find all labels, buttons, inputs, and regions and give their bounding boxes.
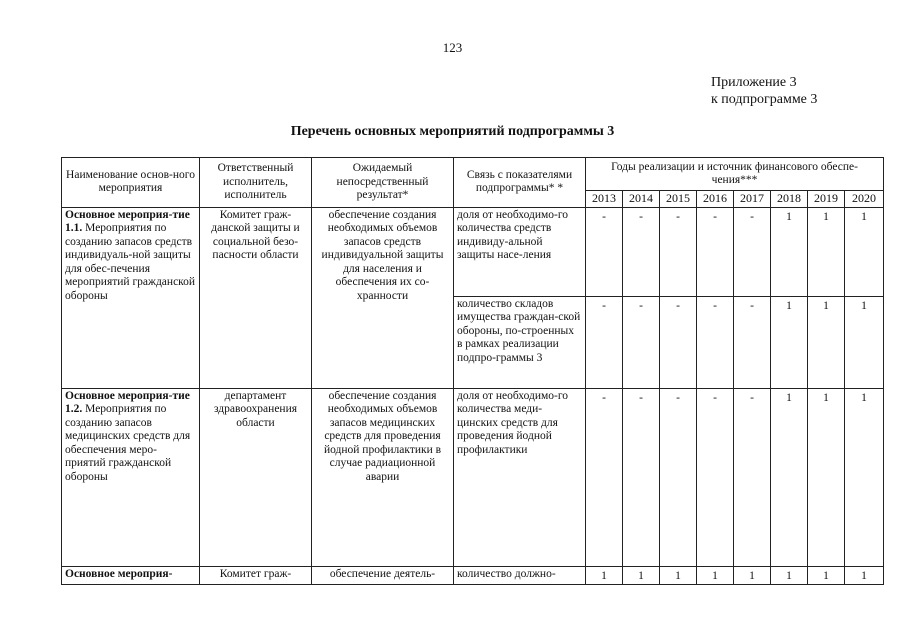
activity-description: Мероприятия по созданию запасов средств индивидуаль-ной защиты для обес-печения мероприятий гражданской обороны [65, 222, 196, 302]
appendix-line-2: к подпрограмме 3 [711, 92, 818, 107]
appendix-note [711, 74, 817, 108]
document-title: Перечень основных мероприятий подпрограммы 3 [290, 124, 615, 139]
year-value: 1 [623, 566, 660, 585]
year-value: 1 [808, 296, 845, 388]
header-result: Ожидаемый непосредственный результат* [312, 158, 454, 208]
activity-name [62, 566, 200, 585]
header-years-group: Годы реализации и источник финансового обеспе-чения*** [586, 158, 884, 191]
activity-executor: департамент здравоохранения области [200, 388, 312, 566]
year-value: 1 [771, 566, 808, 585]
header-year: 2019 [808, 191, 845, 208]
indicator-text: количество должно- [454, 566, 586, 585]
year-value: 1 [845, 207, 884, 296]
year-value: - [586, 296, 623, 388]
year-value: - [734, 388, 771, 566]
activity-code: Основное мероприя-тие 1.2. [65, 389, 190, 415]
year-value: - [586, 207, 623, 296]
year-value: 1 [660, 566, 697, 585]
indicator-text: доля от необходимо-го количества средств индивиду-альной защиты насе-ления [454, 207, 586, 296]
table-row [62, 566, 884, 585]
year-value: - [623, 296, 660, 388]
year-value: - [660, 296, 697, 388]
page-number: 123 [442, 40, 463, 55]
header-name: Наименование основ-ного мероприятия [62, 158, 200, 208]
activity-name [62, 388, 200, 566]
activity-result: обеспечение создания необходимых объемов запасов медицинских средств для проведения йодной профилактики в случае радиационной аварии [312, 388, 454, 566]
header-year: 2018 [771, 191, 808, 208]
activities-table [61, 157, 884, 585]
table-row [62, 207, 884, 296]
year-value: - [734, 296, 771, 388]
indicator-text: доля от необходимо-го количества меди-цинских средств для проведения йодной профилактики [454, 388, 586, 566]
year-value: - [660, 207, 697, 296]
year-value: 1 [845, 388, 884, 566]
year-value: 1 [771, 207, 808, 296]
year-value: - [586, 388, 623, 566]
activity-name [62, 207, 200, 388]
year-value: - [623, 207, 660, 296]
year-value: - [623, 388, 660, 566]
header-year: 2013 [586, 191, 623, 208]
header-year: 2015 [660, 191, 697, 208]
activity-code: Основное мероприя-тие 1.1. [65, 208, 190, 234]
table-row [62, 388, 884, 566]
header-link: Связь с показателями подпрограммы* * [454, 158, 586, 208]
year-value: - [660, 388, 697, 566]
year-value: - [734, 207, 771, 296]
activity-result: обеспечение деятель- [312, 566, 454, 585]
year-value: 1 [771, 388, 808, 566]
year-value: 1 [845, 296, 884, 388]
year-value: 1 [808, 207, 845, 296]
activity-result: обеспечение создания необходимых объемов запасов средств индивидуальной защиты для населения и обеспечения их со-хранности [312, 207, 454, 388]
activity-executor: Комитет граж-данской защиты и социальной безо-пасности области [200, 207, 312, 388]
activity-executor: Комитет граж- [200, 566, 312, 585]
header-executor: Ответственный исполнитель, исполнитель [200, 158, 312, 208]
year-value: 1 [771, 296, 808, 388]
header-year: 2017 [734, 191, 771, 208]
header-year: 2016 [697, 191, 734, 208]
year-value: 1 [808, 388, 845, 566]
indicator-text: количество складов имущества граждан-ской обороны, по-строенных в рамках реализации подпро-граммы 3 [454, 296, 586, 388]
header-year: 2014 [623, 191, 660, 208]
year-value: - [697, 296, 734, 388]
activity-description: Мероприятия по созданию запасов медицинских средств для обеспечения меро-приятий гражданской обороны [65, 403, 191, 483]
year-value: 1 [586, 566, 623, 585]
appendix-line-1: Приложение 3 [711, 75, 797, 90]
year-value: 1 [808, 566, 845, 585]
year-value: 1 [697, 566, 734, 585]
year-value: - [697, 207, 734, 296]
year-value: 1 [845, 566, 884, 585]
header-year: 2020 [845, 191, 884, 208]
year-value: 1 [734, 566, 771, 585]
year-value: - [697, 388, 734, 566]
activity-code: Основное мероприя- [65, 567, 173, 580]
